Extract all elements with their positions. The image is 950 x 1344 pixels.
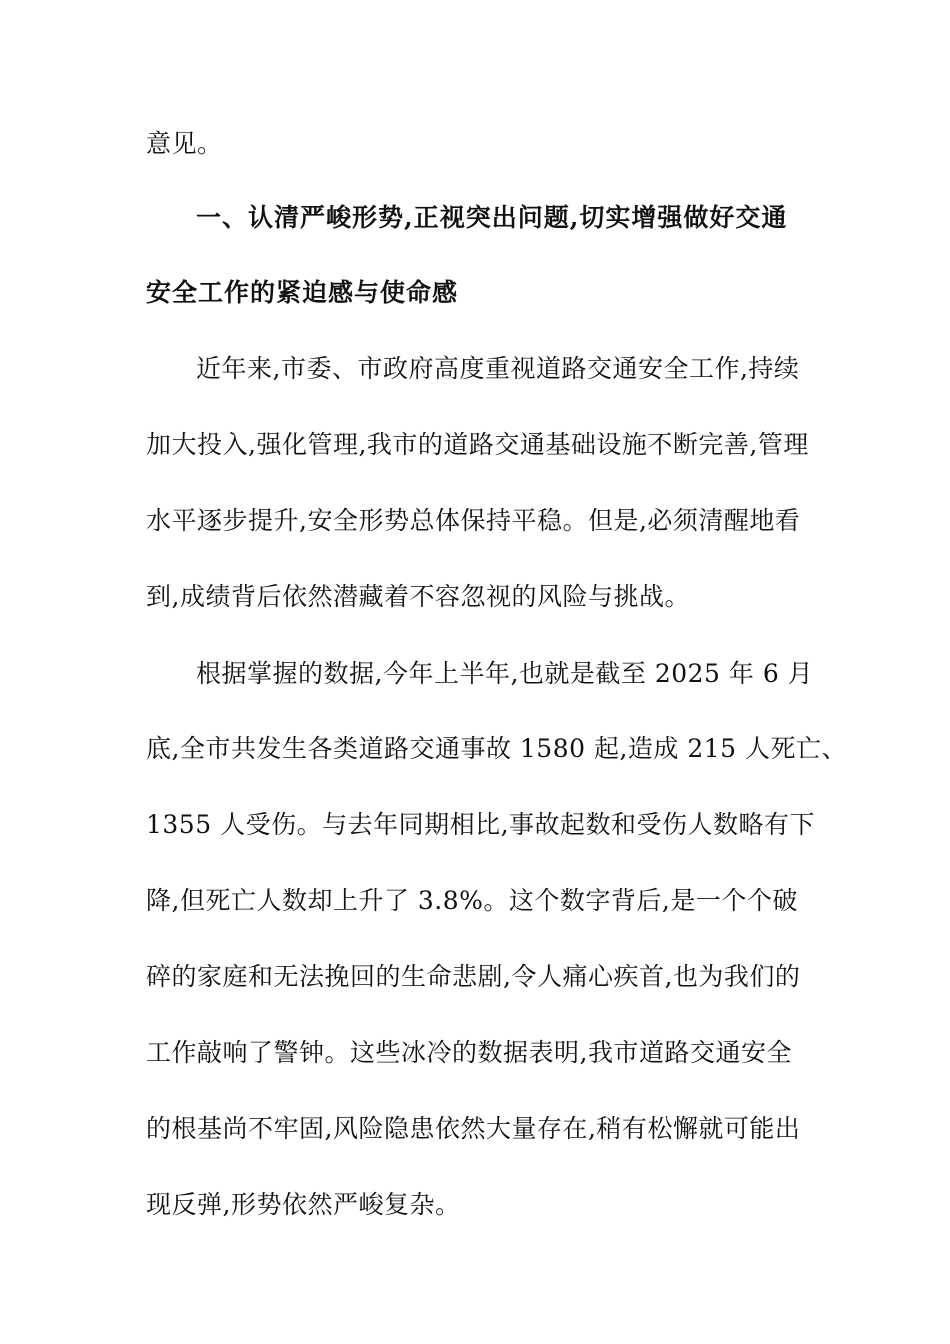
- paragraph-line: 1355 人受伤。与去年同期相比,事故起数和受伤人数略有下: [146, 810, 816, 839]
- paragraph-line: 意见。: [146, 129, 223, 158]
- paragraph-line: 底,全市共发生各类道路交通事故 1580 起,造成 215 人死亡、: [146, 734, 848, 763]
- paragraph-line: 现反弹,形势依然严峻复杂。: [146, 1190, 461, 1219]
- paragraph-line: 碎的家庭和无法挽回的生命悲剧,令人痛心疾首,也为我们的: [146, 962, 801, 991]
- paragraph-line: 降,但死亡人数却上升了 3.8%。这个数字背后,是一个个破: [146, 886, 798, 915]
- paragraph-line: 工作敲响了警钟。这些冰冷的数据表明,我市道路交通安全: [146, 1038, 792, 1067]
- paragraph-line: 水平逐步提升,安全形势总体保持平稳。但是,必须清醒地看: [146, 506, 801, 535]
- section-heading-line: 一、认清严峻形势,正视突出问题,切实增强做好交通: [196, 203, 788, 232]
- paragraph-line: 的根基尚不牢固,风险隐患依然大量存在,稍有松懈就可能出: [146, 1114, 801, 1143]
- paragraph-line: 到,成绩背后依然潜藏着不容忽视的风险与挑战。: [146, 582, 690, 611]
- paragraph-line: 近年来,市委、市政府高度重视道路交通安全工作,持续: [196, 354, 800, 383]
- paragraph-line: 加大投入,强化管理,我市的道路交通基础设施不断完善,管理: [146, 430, 809, 459]
- section-heading-line: 安全工作的紧迫感与使命感: [146, 278, 459, 307]
- paragraph-line: 根据掌握的数据,今年上半年,也就是截至 2025 年 6 月: [196, 659, 814, 688]
